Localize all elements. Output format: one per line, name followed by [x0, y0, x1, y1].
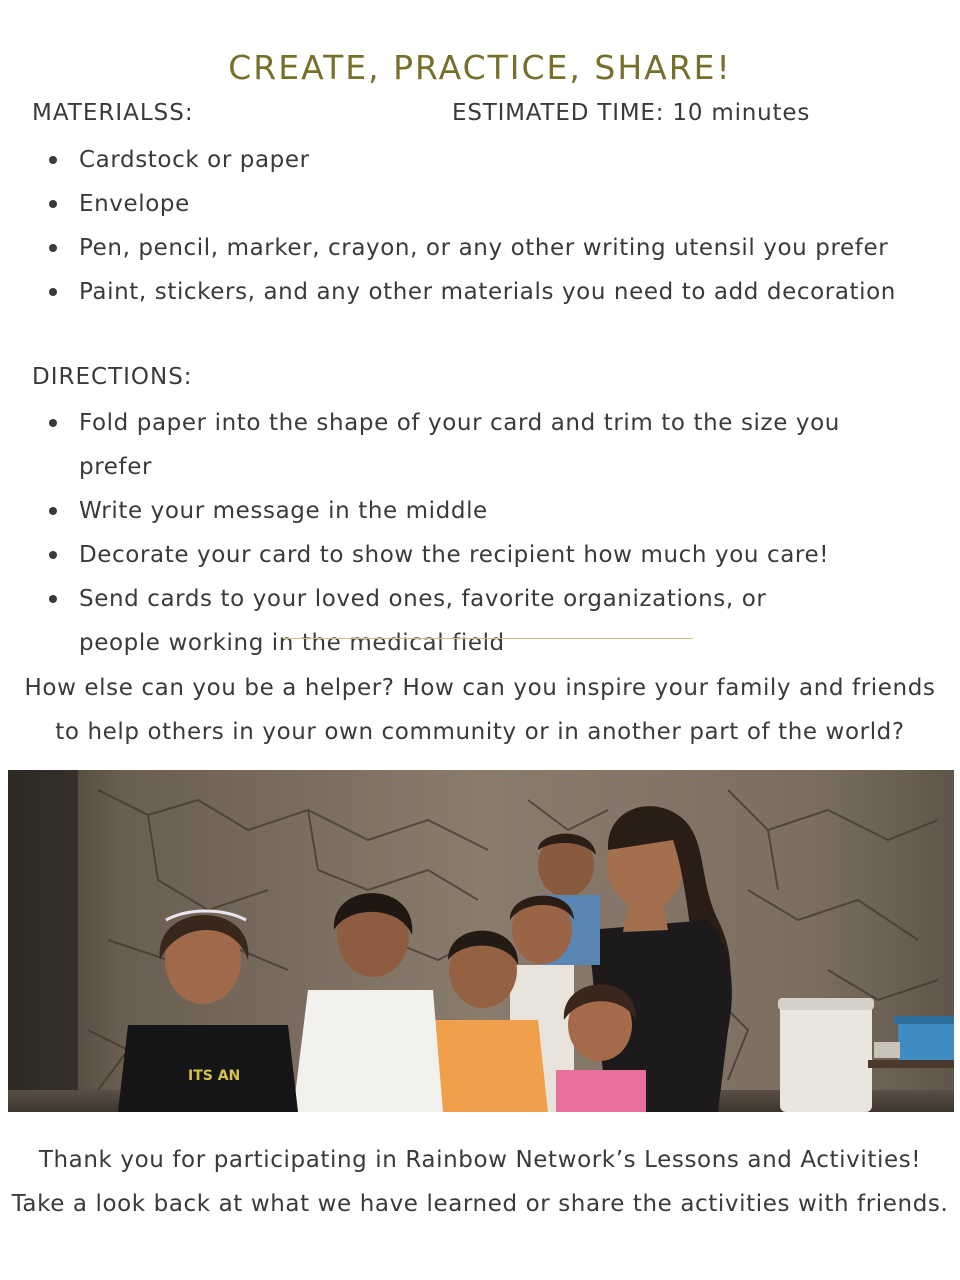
- list-item: Envelope: [46, 182, 896, 226]
- list-item: Pen, pencil, marker, crayon, or any other writing utensil you prefer: [46, 226, 896, 270]
- question-line: How else can you be a helper? How can you inspire your family and friends: [24, 675, 936, 701]
- list-item: Decorate your card to show the recipient how much you care!: [46, 533, 906, 577]
- list-item: Cardstock or paper: [46, 138, 896, 182]
- reflection-question: [20, 666, 940, 754]
- thank-you-footer: [0, 1138, 960, 1226]
- materials-list: [46, 138, 896, 314]
- family-photo: [8, 770, 954, 1112]
- shirt-print: ITS AN: [188, 1068, 241, 1084]
- directions-label: DIRECTIONS:: [32, 364, 193, 390]
- page-title: CREATE, PRACTICE, SHARE!: [228, 48, 732, 88]
- materials-label: MATERIALSS:: [32, 100, 194, 126]
- footer-line: Take a look back at what we have learned or share the activities with friends.: [11, 1191, 949, 1217]
- list-item: Fold paper into the shape of your card and trim to the size you prefer: [46, 401, 906, 489]
- section-divider: [283, 638, 693, 639]
- estimated-time: ESTIMATED TIME: 10 minutes: [452, 100, 811, 126]
- list-item: Send cards to your loved ones, favorite organizations, or people working in the medical field: [46, 577, 839, 665]
- directions-list: [46, 401, 906, 665]
- question-line: to help others in your own community or in another part of the world?: [55, 719, 905, 745]
- footer-line: Thank you for participating in Rainbow Network’s Lessons and Activities!: [38, 1147, 922, 1173]
- list-item: Paint, stickers, and any other materials you need to add decoration: [46, 270, 896, 314]
- list-item: Write your message in the middle: [46, 489, 906, 533]
